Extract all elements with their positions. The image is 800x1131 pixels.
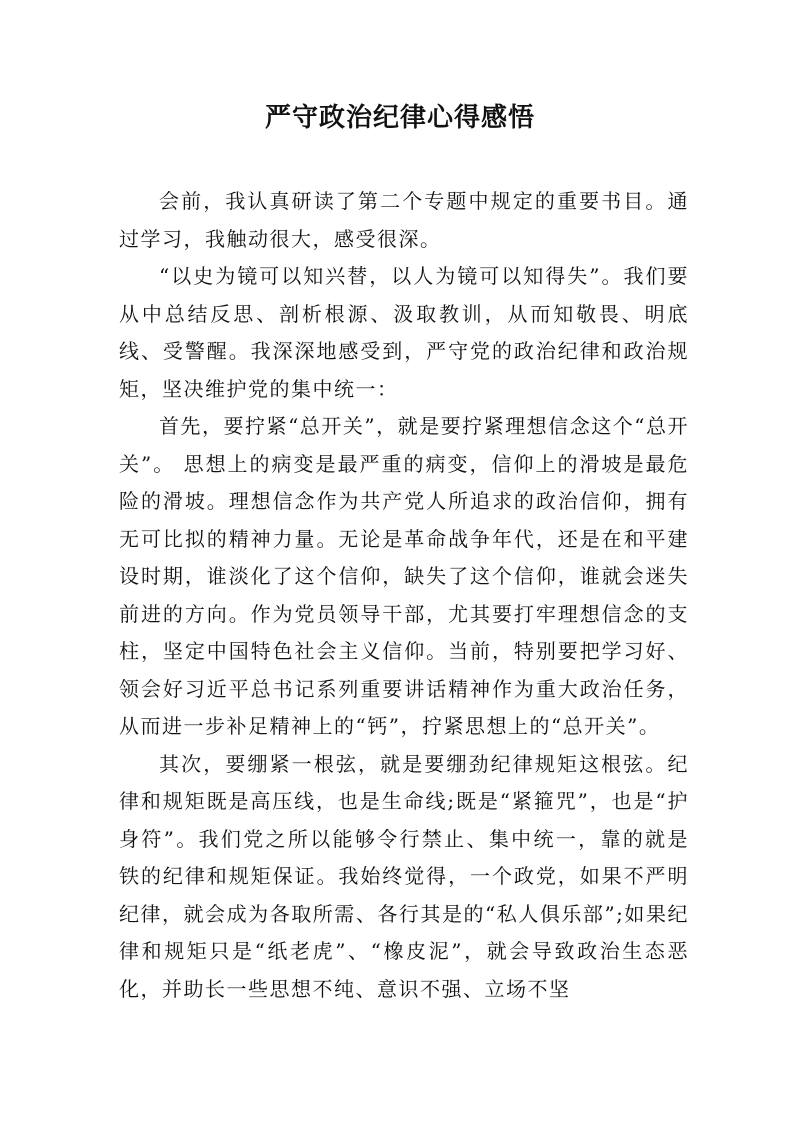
document-title: 严守政治纪律心得感悟 — [264, 103, 535, 133]
paragraph-2: “以史为镜可以知兴替，以人为镜可以知得失”。我们要从中总结反思、剖析根源、汲取教训，从而知敬畏、明底线、受警醒。我深深地感受到，严守党的政治纪律和政治规矩，坚决维护党的集中统一： — [119, 264, 689, 401]
document-body — [119, 183, 689, 1008]
paragraph-4: 其次，要绷紧一根弦，就是要绷劲纪律规矩这根弦。纪律和规矩既是高压线，也是生命线;既是“紧箍咒”，也是“护身符”。我们党之所以能够令行禁止、集中统一，靠的就是铁的纪律和规矩保证。我始终觉得，一个政党，如果不严明纪律，就会成为各取所需、各行其是的“私人俱乐部”;如果纪律和规矩只是“纸老虎”、“橡皮泥”，就会导致政治生态恶化，并助长一些思想不纯、意识不强、立场不坚 — [119, 751, 689, 1001]
paragraph-1: 会前，我认真研读了第二个专题中规定的重要书目。通过学习，我触动很大，感受很深。 — [119, 189, 689, 251]
paragraph-3: 首先，要拧紧“总开关”，就是要拧紧理想信念这个“总开关”。 思想上的病变是最严重的病变，信仰上的滑坡是最危险的滑坡。理想信念作为共产党人所追求的政治信仰，拥有无可比拟的精神力量。无论是革命战争年代，还是在和平建设时期，谁淡化了这个信仰，缺失了这个信仰，谁就会迷失前进的方向。作为党员领导干部，尤其要打牢理想信念的支柱，坚定中国特色社会主义信仰。当前，特别要把学习好、领会好习近平总书记系列重要讲话精神作为重大政治任务，从而进一步补足精神上的“钙”，拧紧思想上的“总开关”。 — [119, 414, 689, 738]
